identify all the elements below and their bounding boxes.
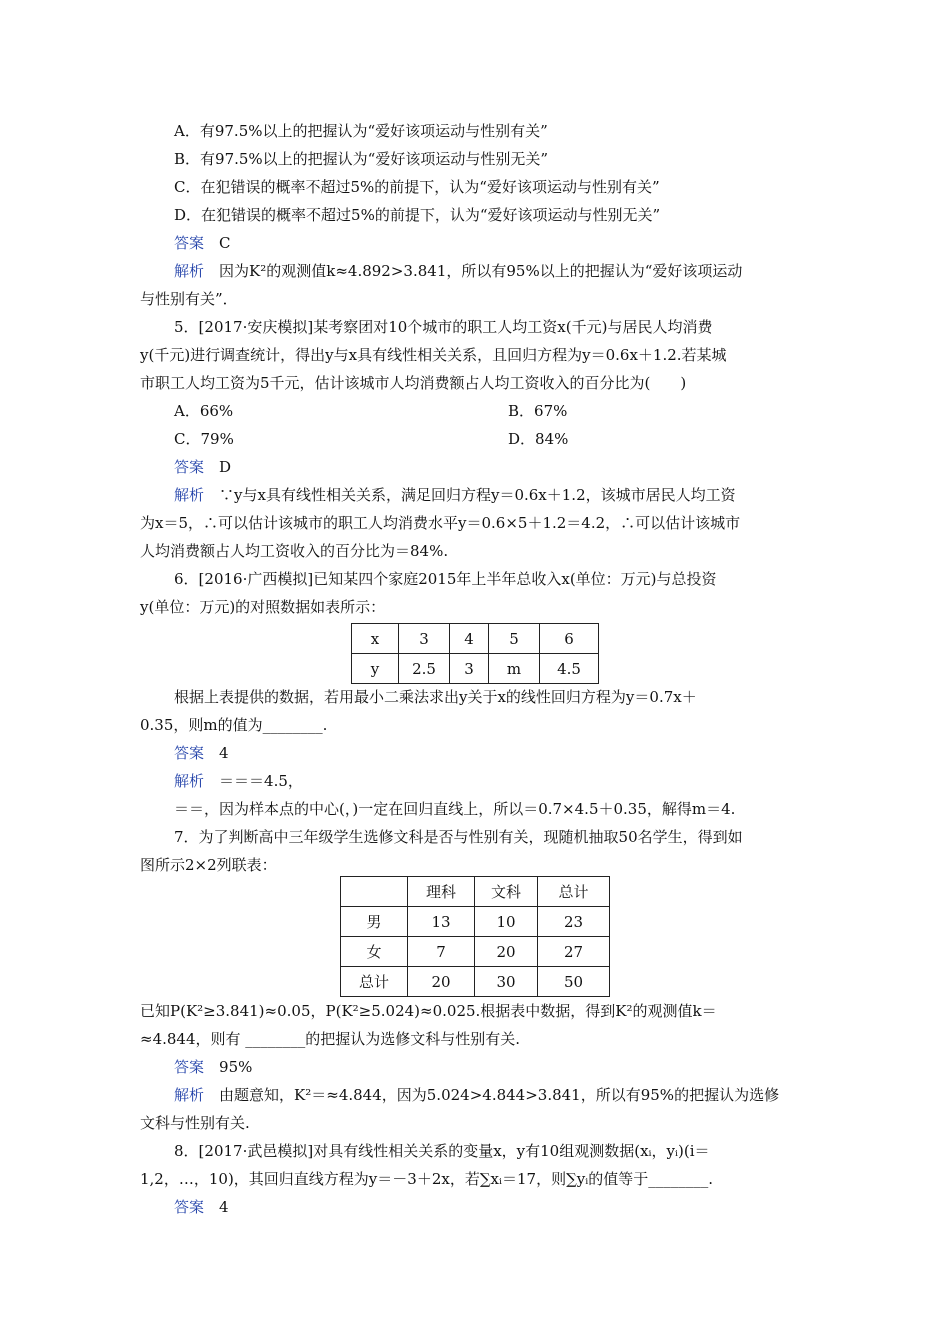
- q6-analysis-2: ＝＝，因为样本点的中心(，)一定在回归直线上，所以＝0.7×4.5＋0.35，解得m＝4.: [174, 800, 736, 818]
- q6-stem-3: 根据上表提供的数据，若用最小二乘法求出y关于x的线性回归方程为y＝0.7x＋: [174, 688, 697, 706]
- analysis-text: ＝＝＝4.5，: [219, 772, 303, 790]
- answer-value: 4: [219, 1198, 229, 1216]
- table-cell: 6: [540, 624, 599, 654]
- q8-stem-2: 1,2，…，10)，其回归直线方程为y＝－3＋2x，若∑xᵢ＝17，则∑yᵢ的值等于________.: [140, 1170, 714, 1188]
- table-cell: 50: [538, 967, 610, 997]
- q4-option-a: A．有97.5%以上的把握认为“爱好该项运动与性别有关”: [174, 122, 548, 140]
- table-cell: 总计: [341, 967, 408, 997]
- answer-value: 4: [219, 744, 229, 762]
- table-cell: x: [352, 624, 399, 654]
- analysis-text: ∵y与x具有线性相关关系，满足回归方程y＝0.6x＋1.2，该城市居民人均工资: [219, 486, 736, 504]
- table-cell: 2.5: [399, 654, 450, 684]
- table-cell: 5: [489, 624, 540, 654]
- table-cell: y: [352, 654, 399, 684]
- analysis-label: 解析: [174, 772, 205, 790]
- table-cell: 男: [341, 907, 408, 937]
- analysis-text: 由题意知，K²＝≈4.844，因为5.024>4.844>3.841，所以有95%的把握认为选修: [219, 1086, 780, 1104]
- q7-contingency-table: [340, 876, 610, 997]
- table-row: [341, 907, 610, 937]
- table-cell: 20: [475, 937, 538, 967]
- table-cell: 4: [450, 624, 489, 654]
- q7-answer: [174, 1058, 252, 1076]
- q4-analysis: [174, 262, 742, 280]
- table-cell: 3: [450, 654, 489, 684]
- q7-stem-3: 已知P(K²≥3.841)≈0.05，P(K²≥5.024)≈0.025.根据表中数据，得到K²的观测值k＝: [140, 1002, 717, 1020]
- table-row: [352, 624, 599, 654]
- table-cell: 理科: [408, 877, 475, 907]
- q7-analysis: [174, 1086, 779, 1104]
- table-cell: 10: [475, 907, 538, 937]
- table-cell: 27: [538, 937, 610, 967]
- table-cell: 7: [408, 937, 475, 967]
- q5-option-d: D．84%: [508, 430, 569, 448]
- q4-option-c: C．在犯错误的概率不超过5%的前提下，认为“爱好该项运动与性别有关”: [174, 178, 660, 196]
- q4-option-b: B．有97.5%以上的把握认为“爱好该项运动与性别无关”: [174, 150, 549, 168]
- analysis-label: 解析: [174, 262, 205, 280]
- q4-answer: [174, 234, 231, 252]
- table-cell: 总计: [538, 877, 610, 907]
- q5-stem-3: 市职工人均工资为5千元，估计该城市人均消费额占人均工资收入的百分比为( ): [140, 374, 687, 392]
- table-cell: 文科: [475, 877, 538, 907]
- table-cell: 女: [341, 937, 408, 967]
- answer-value: 95%: [219, 1058, 253, 1076]
- answer-label: 答案: [174, 744, 205, 762]
- table-cell: 13: [408, 907, 475, 937]
- answer-label: 答案: [174, 234, 205, 252]
- q5-analysis: [174, 486, 736, 504]
- q7-stem-1: 7．为了判断高中三年级学生选修文科是否与性别有关，现随机抽取50名学生，得到如: [174, 828, 743, 846]
- table-row: [352, 654, 599, 684]
- q4-analysis-cont: 与性别有关”．: [140, 290, 238, 308]
- table-cell: [341, 877, 408, 907]
- table-row: [341, 877, 610, 907]
- table-cell: 20: [408, 967, 475, 997]
- q5-analysis-2: 为x＝5，∴可以估计该城市的职工人均消费水平y＝0.6×5＋1.2＝4.2，∴可以估计该城市: [140, 514, 741, 532]
- analysis-label: 解析: [174, 1086, 205, 1104]
- table-cell: 3: [399, 624, 450, 654]
- q8-answer: [174, 1198, 229, 1216]
- q6-answer: [174, 744, 229, 762]
- answer-value: C: [219, 234, 231, 252]
- table-row: [341, 967, 610, 997]
- answer-label: 答案: [174, 1198, 205, 1216]
- q6-analysis: [174, 772, 303, 790]
- q4-option-d: D．在犯错误的概率不超过5%的前提下，认为“爱好该项运动与性别无关”: [174, 206, 661, 224]
- q5-stem-2: y(千元)进行调查统计，得出y与x具有线性相关关系，且回归方程为y＝0.6x＋1.2.若某城: [140, 346, 727, 364]
- answer-label: 答案: [174, 458, 205, 476]
- q5-option-a: A．66%: [174, 402, 234, 420]
- q7-stem-2: 图所示2×2列联表：: [140, 856, 277, 874]
- q6-stem-1: 6．[2016·广西模拟]已知某四个家庭2015年上半年总收入x(单位：万元)与总投资: [174, 570, 717, 588]
- q5-answer: [174, 458, 231, 476]
- q7-analysis-2: 文科与性别有关.: [140, 1114, 250, 1132]
- table-cell: 4.5: [540, 654, 599, 684]
- q8-stem-1: 8．[2017·武邑模拟]对具有线性相关关系的变量x，y有10组观测数据(xᵢ，yᵢ)(i＝: [174, 1142, 710, 1160]
- q7-stem-4: ≈4.844，则有 ________的把握认为选修文科与性别有关.: [140, 1030, 521, 1048]
- table-cell: 23: [538, 907, 610, 937]
- q5-option-c: C．79%: [174, 430, 234, 448]
- table-cell: 30: [475, 967, 538, 997]
- table-row: [341, 937, 610, 967]
- q5-stem-1: 5．[2017·安庆模拟]某考察团对10个城市的职工人均工资x(千元)与居民人均消费: [174, 318, 713, 336]
- q6-stem-4: 0.35，则m的值为________.: [140, 716, 328, 734]
- answer-label: 答案: [174, 1058, 205, 1076]
- analysis-label: 解析: [174, 486, 205, 504]
- answer-value: D: [219, 458, 232, 476]
- q6-data-table: [351, 623, 599, 684]
- table-cell: m: [489, 654, 540, 684]
- q5-analysis-3: 人均消费额占人均工资收入的百分比为＝84%.: [140, 542, 449, 560]
- q6-stem-2: y(单位：万元)的对照数据如表所示：: [140, 598, 386, 616]
- q5-option-b: B．67%: [508, 402, 568, 420]
- analysis-text: 因为K²的观测值k≈4.892>3.841，所以有95%以上的把握认为“爱好该项运动: [219, 262, 743, 280]
